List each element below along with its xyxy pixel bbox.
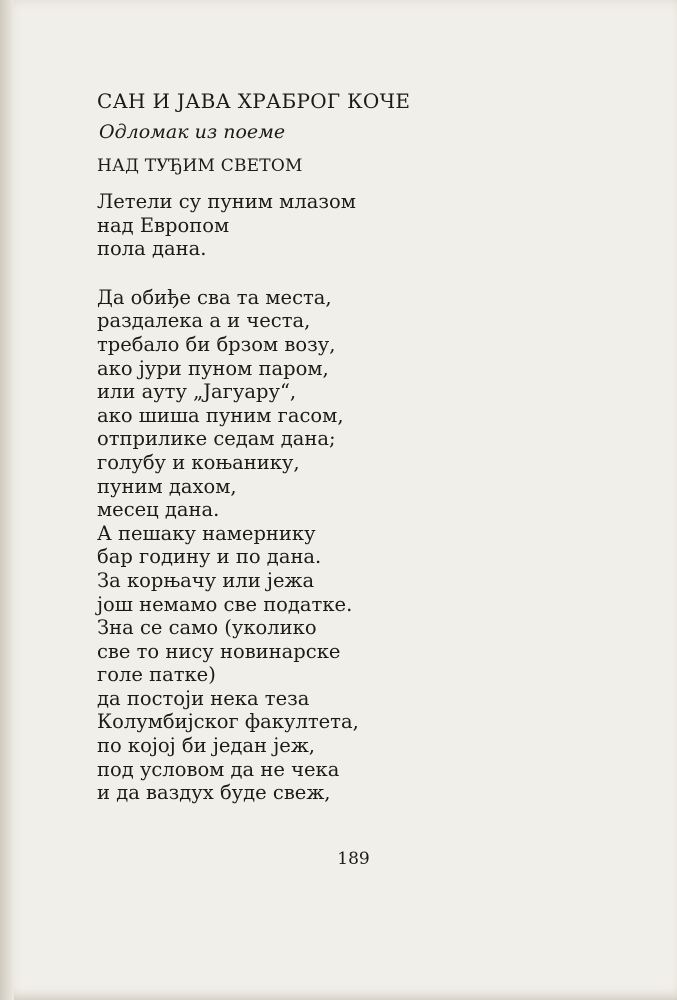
verse-line: под условом да не чека [97,757,340,781]
verse-line: ако шиша пуним гасом, [97,403,344,427]
verse-line: Да обиђе сва та места, [97,285,332,309]
verse-line: Колумбијског факултета, [97,710,359,734]
poem-subtitle: Одломак из поеме [99,121,286,143]
verse-line: бар годину и по дана. [97,545,322,569]
section-heading: НАД ТУЂИМ СВЕТОМ [97,156,303,176]
verse-line: голе патке) [97,663,216,687]
verse-line: по којој би један јеж, [97,734,315,758]
poem-title: САН И ЈАВА ХРАБРОГ КОЧЕ [97,89,411,113]
stanza-1 [97,190,477,261]
verse-line: требало би брзом возу, [97,332,336,356]
verse-line: и да ваздух буде свеж, [97,781,331,805]
verse-line: или ауту „Јагуару“, [97,380,297,404]
verse-line: А пешаку намернику [97,521,316,545]
verse-line: месец дана. [97,498,220,522]
verse-line: Зна се само (уколико [97,616,317,640]
verse-line: све то нису новинарске [97,639,341,663]
verse-line: ако јури пуном паром, [97,356,329,380]
verse-line: над Европом [97,213,230,237]
verse-line: пола дана. [97,237,207,261]
poem-block [97,86,477,805]
verse-line: још немамо све податке. [97,592,353,616]
verse-line: да постоји нека теза [97,686,310,710]
verse-line: За корњачу или јежа [97,568,315,592]
page-number: 189 [337,849,370,869]
verse-line: Летели су пуним млазом [97,190,356,213]
verse-line: голубу и коњанику, [97,450,300,474]
verse-line: раздалека а и честа, [97,309,311,333]
verse-line: пуним дахом, [97,474,237,498]
verse-line: отприлике седам дана; [97,427,336,451]
stanza-2 [97,286,477,805]
